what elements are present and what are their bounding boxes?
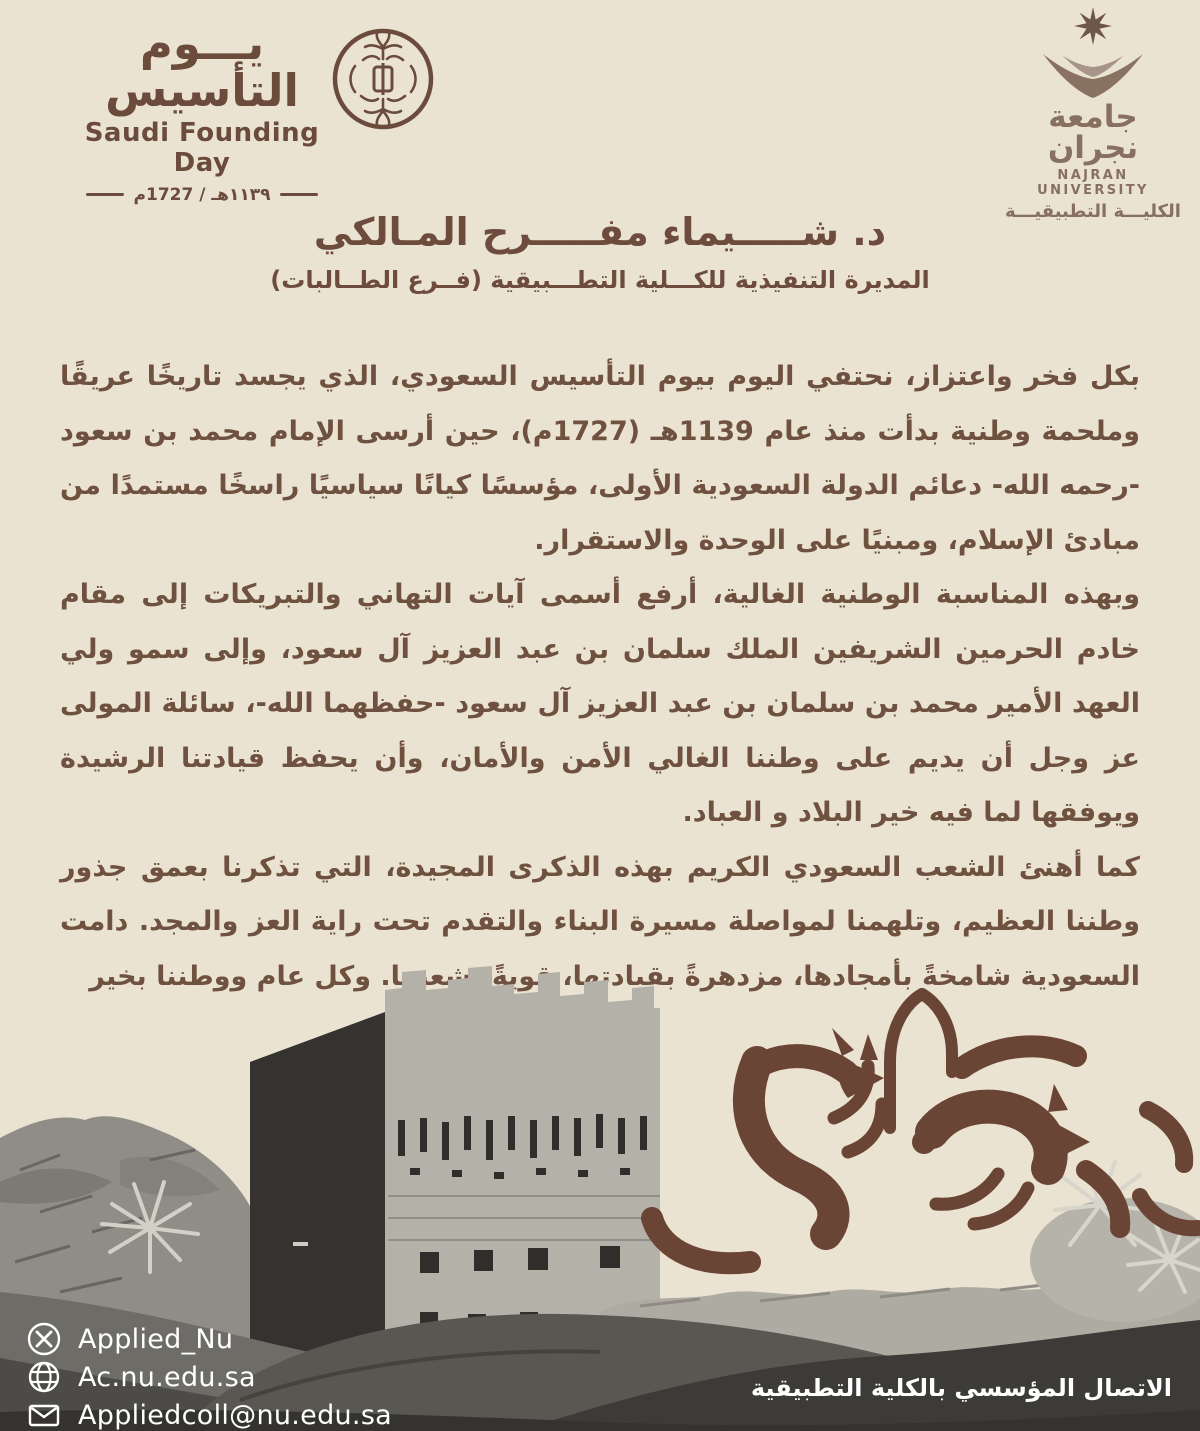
founding-day-english-title: Saudi Founding Day: [84, 117, 320, 178]
founding-day-dates-text: ١١٣٩هـ / 1727م: [133, 184, 271, 205]
twitter-handle: Applied_Nu: [78, 1323, 234, 1355]
saudi-founding-day-logo: [68, 17, 336, 205]
fortress-illustration: [250, 966, 660, 1352]
college-name: الكليـــة التطبيقيـــة: [1005, 201, 1181, 222]
website-url: Ac.nu.edu.sa: [78, 1361, 256, 1393]
horse-calligraphy: [652, 994, 1198, 1263]
email-row: [26, 1398, 392, 1431]
author-title: المديرة التنفيذية للكـــلية التطـــبيقية (فــرع الطــالبات): [270, 266, 930, 294]
university-arabic-name: جامعة نجران: [1047, 99, 1139, 166]
founding-day-seal-icon: [330, 24, 436, 134]
university-english-name: NAJRAN UNIVERSITY: [1037, 168, 1149, 198]
najran-university-logo: [1000, 6, 1186, 222]
paragraph-3: كما أهنئ الشعب السعودي الكريم بهذه الذكرى المجيدة، التي تذكرنا بعمق جذور وطننا العظيم، وتلهمنا لمواصلة مسيرة البناء والتقدم تحت راية العز والمجد. دامت السعودية شامخةً بأمجادها، مزدهرةً بقيادتها، قويةً بشعبها. وكل عام ووطننا بخير: [60, 851, 1140, 992]
website-row: [26, 1360, 392, 1394]
author-name: د. شـــــيماء مفـــــرح المـالكي: [313, 210, 887, 254]
corporate-communication-label: الاتصال المؤسسي بالكلية التطبيقية: [750, 1374, 1172, 1402]
globe-icon: [26, 1359, 62, 1395]
dash-left: [280, 193, 318, 196]
najran-university-emblem: [1028, 6, 1158, 106]
star-icon: [1074, 7, 1112, 45]
mail-icon: [26, 1397, 62, 1431]
paragraph-2: وبهذه المناسبة الوطنية الغالية، أرفع أسمى آيات التهاني والتبريكات إلى مقام خادم الحرمين الشريفين الملك سلمان بن عبد العزيز آل سعود، وإلى سمو ولي العهد الأمير محمد بن سلمان بن عبد العزيز آل سعود -حفظهما الله-، سائلة المولى عز وجل أن يديم على وطننا الغالي الأمن والأمان، وأن يحفظ قيادتنا الرشيدة ويوفقها لما فيه خير البلاد و العباد.: [60, 579, 1140, 828]
x-icon: [26, 1321, 62, 1357]
twitter-row: [26, 1322, 392, 1356]
message-body: [60, 350, 1140, 1004]
founding-day-arabic-title: يـــوم التأسيس: [105, 17, 299, 118]
dash-right: [86, 193, 124, 196]
founding-day-dates: [68, 185, 336, 205]
paragraph-1: بكل فخر واعتزاز، نحتفي اليوم بيوم التأسيس السعودي، الذي يجسد تاريخًا عريقًا وملحمة وطنية بدأت منذ عام 1139هـ (1727م)، حين أرسى الإمام محمد بن سعود -رحمه الله- دعائم الدولة السعودية الأولى، مؤسسًا كيانًا سياسيًا راسخًا مستمدًا من مبادئ الإسلام، ومبنيًا على الوحدة والاستقرار.: [60, 361, 1140, 556]
contact-block: [26, 1322, 392, 1431]
email-address: Appliedcoll@nu.edu.sa: [78, 1399, 393, 1431]
